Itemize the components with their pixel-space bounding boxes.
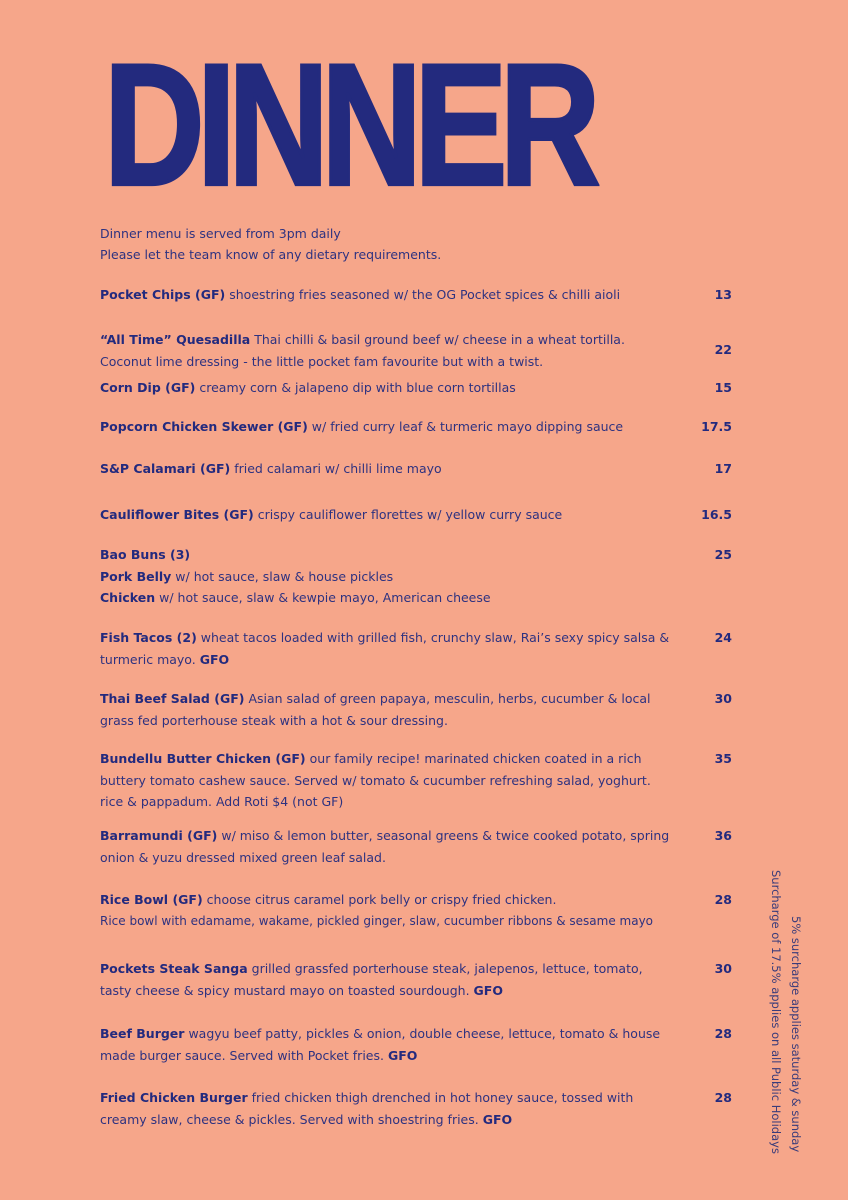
- item-name: Thai Beef Salad (GF): [100, 691, 245, 706]
- menu-item: [100, 504, 740, 526]
- item-price: 36: [714, 828, 732, 843]
- gfo-tag: GFO: [387, 1047, 418, 1063]
- item-price: 35: [714, 751, 732, 766]
- item-price: 17: [714, 461, 732, 476]
- sub-item-name: Pork Belly: [100, 568, 172, 584]
- menu-item: [100, 544, 740, 609]
- item-name: Pockets Steak Sanga: [100, 961, 248, 976]
- item-price: 28: [714, 892, 732, 907]
- menu-item: [100, 889, 740, 932]
- item-name: Bao Buns (3): [100, 547, 191, 562]
- menu-item: [100, 377, 740, 399]
- item-price: 24: [714, 630, 732, 645]
- holiday-surcharge: Surcharge of 17.5% applies on all Public Holidays: [769, 870, 783, 1154]
- sub-item-description: w/ hot sauce, slaw & house pickles: [175, 568, 394, 584]
- menu-item: [100, 627, 740, 670]
- sub-item-description: w/ hot sauce, slaw & kewpie mayo, American cheese: [159, 590, 491, 605]
- item-name: Corn Dip (GF): [100, 380, 196, 395]
- item-description: fried chicken thigh drenched in hot honey sauce, tossed with creamy slaw, cheese & pickles. Served with shoestring fries.: [100, 1090, 634, 1127]
- intro-dietary-note: Please let the team know of any dietary requirements.: [100, 247, 442, 262]
- item-price: 30: [714, 691, 732, 706]
- menu-item: [100, 329, 740, 372]
- menu-item: [100, 1023, 740, 1066]
- item-description: shoestring fries seasoned w/ the OG Pocket spices & chilli aioli: [229, 287, 621, 302]
- item-price: 28: [714, 1090, 732, 1105]
- item-price: 28: [714, 1026, 732, 1041]
- item-name: Bundellu Butter Chicken (GF): [100, 751, 306, 766]
- item-price: 13: [714, 287, 732, 302]
- item-description: w/ fried curry leaf & turmeric mayo dipping sauce: [311, 419, 624, 434]
- weekend-surcharge: 5% surcharge applies saturday & sunday: [789, 916, 803, 1153]
- item-description: w/ miso & lemon butter, seasonal greens & twice cooked potato, spring onion & yuzu dressed mixed green leaf salad.: [100, 828, 670, 865]
- item-description: creamy corn & jalapeno dip with blue corn tortillas: [199, 380, 516, 395]
- item-price: 17.5: [701, 419, 732, 434]
- menu-item: [100, 284, 740, 306]
- item-name: Rice Bowl (GF): [100, 892, 203, 907]
- page-title: DINNER: [104, 27, 593, 222]
- menu-item: [100, 458, 740, 480]
- item-description: Asian salad of green papaya, mesculin, herbs, cucumber & local grass fed porterhouse steak with a hot & sour dressing.: [100, 691, 651, 728]
- item-name: Cauliflower Bites (GF): [100, 507, 254, 522]
- item-price: 15: [714, 380, 732, 395]
- menu-item: [100, 688, 740, 731]
- menu-item: [100, 416, 740, 438]
- item-description: crispy cauliflower florettes w/ yellow curry sauce: [257, 507, 563, 522]
- gfo-tag: GFO: [473, 982, 503, 998]
- item-name: Fish Tacos (2): [100, 630, 197, 645]
- menu-item: [100, 748, 740, 813]
- sub-item: [100, 566, 675, 588]
- item-description-line2: Coconut lime dressing - the little pocket fam favourite but with a twist.: [100, 353, 544, 369]
- item-description: wheat tacos loaded with grilled fish, crunchy slaw, Rai’s sexy spicy salsa & turmeric mayo.: [100, 630, 670, 667]
- item-description: wagyu beef patty, pickles & onion, double cheese, lettuce, tomato & house made burger sauce. Served with Pocket fries.: [100, 1026, 661, 1063]
- item-price: 25: [714, 547, 732, 562]
- gfo-tag: GFO: [482, 1111, 513, 1127]
- item-name: Fried Chicken Burger: [100, 1090, 248, 1105]
- surcharge-note: [766, 870, 806, 1154]
- menu-intro: [100, 223, 441, 265]
- sub-item: [100, 587, 675, 609]
- item-name: Beef Burger: [100, 1026, 185, 1041]
- item-description: Thai chilli & basil ground beef w/ cheese in a wheat tortilla.: [254, 332, 625, 347]
- item-price: 16.5: [701, 507, 732, 522]
- intro-hours: Dinner menu is served from 3pm daily: [100, 226, 341, 241]
- item-name: Pocket Chips (GF): [100, 287, 226, 302]
- gfo-tag: GFO: [199, 651, 230, 667]
- menu-item: [100, 825, 740, 868]
- item-name: Barramundi (GF): [100, 828, 218, 843]
- item-name: S&P Calamari (GF): [100, 461, 231, 476]
- item-description: grilled grassfed porterhouse steak, jalepenos, lettuce, tomato, tasty cheese & spicy mustard mayo on toasted sourdough.: [100, 961, 643, 998]
- item-description: choose citrus caramel pork belly or crispy fried chicken.: [206, 892, 557, 907]
- item-description-line2: Rice bowl with edamame, wakame, pickled ginger, slaw, cucumber ribbons & sesame mayo: [100, 913, 654, 928]
- item-price: 30: [714, 961, 732, 976]
- item-price: 22: [714, 342, 732, 357]
- item-description: fried calamari w/ chilli lime mayo: [234, 461, 442, 476]
- menu-item: [100, 958, 740, 1001]
- item-description: our family recipe! marinated chicken coated in a rich buttery tomato cashew sauce. Served w/ tomato & cucumber refreshing salad, yoghurt. rice & pappadum. Add Roti $4 (not GF): [100, 751, 651, 809]
- item-name: “All Time” Quesadilla: [100, 332, 251, 347]
- menu-item: [100, 1087, 740, 1130]
- item-name: Popcorn Chicken Skewer (GF): [100, 419, 308, 434]
- sub-item-name: Chicken: [100, 590, 156, 605]
